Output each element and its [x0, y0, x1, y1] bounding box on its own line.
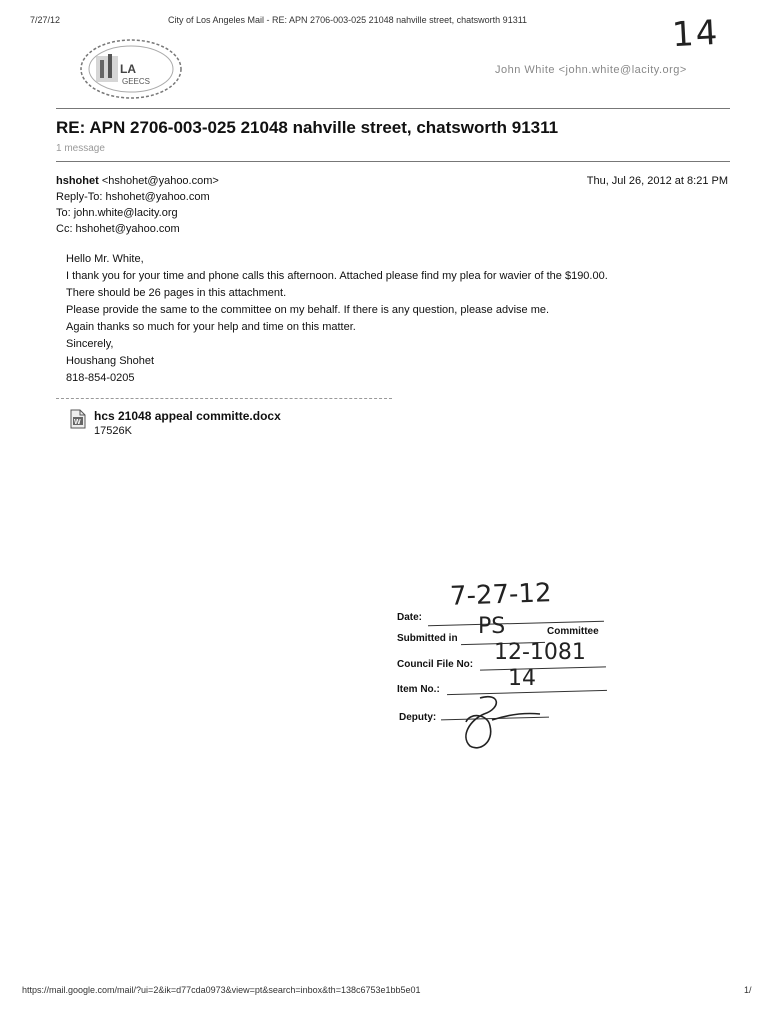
body-line: Again thanks so much for your help and time on this matter. — [66, 321, 356, 333]
sender-name: hshohet — [56, 175, 99, 187]
city-logo-icon — [78, 36, 184, 102]
to-line: To: john.white@lacity.org — [56, 207, 178, 219]
footer-page: 1/ — [744, 985, 752, 995]
subject-divider — [56, 161, 730, 162]
body-line: 818-854-0205 — [66, 372, 135, 384]
sender-email: <hshohet@yahoo.com> — [101, 175, 219, 187]
attachment-size: 17526K — [94, 425, 132, 437]
stamp-council-value: 12-1081 — [494, 640, 586, 665]
from-line — [56, 175, 219, 187]
stamp-submitted-value: PS — [478, 614, 506, 639]
body-line: There should be 26 pages in this attachment. — [66, 287, 287, 299]
reply-to-line: Reply-To: hshohet@yahoo.com — [56, 191, 210, 203]
handwritten-page-number: 14 — [670, 12, 721, 56]
document-icon[interactable] — [70, 409, 86, 429]
svg-text:LA: LA — [120, 62, 136, 76]
svg-text:GEECS: GEECS — [122, 77, 151, 86]
message-count: 1 message — [56, 143, 105, 154]
user-address: John White <john.white@lacity.org> — [495, 64, 687, 76]
body-line: Sincerely, — [66, 338, 114, 350]
stamp-date-label: Date: — [397, 612, 423, 623]
print-date: 7/27/12 — [30, 15, 61, 25]
stamp-committee-label: Committee — [547, 626, 599, 637]
stamp-council-line — [480, 666, 606, 670]
stamp-submitted-label: Submitted in — [397, 633, 458, 644]
body-line: I thank you for your time and phone calls this afternoon. Attached please find my plea for wavier of the $190.00. — [66, 270, 608, 282]
body-line: Hello Mr. White, — [66, 253, 144, 265]
cc-line: Cc: hshohet@yahoo.com — [56, 223, 180, 235]
body-line: Please provide the same to the committee on my behalf. If there is any question, please advise me. — [66, 304, 550, 316]
attachment-divider — [56, 398, 392, 399]
print-title: City of Los Angeles Mail - RE: APN 2706-003-025 21048 nahville street, chatsworth 91311 — [168, 15, 528, 25]
stamp-council-label: Council File No: — [397, 659, 474, 670]
stamp-date-value: 7-27-12 — [449, 578, 552, 612]
attachment-name[interactable]: hcs 21048 appeal committe.docx — [94, 409, 281, 423]
stamp-deputy-label: Deputy: — [399, 712, 437, 723]
message-date: Thu, Jul 26, 2012 at 8:21 PM — [586, 175, 728, 187]
header-divider — [56, 108, 730, 109]
svg-text:W: W — [74, 419, 81, 426]
footer-url: https://mail.google.com/mail/?ui=2&ik=d77cda0973&view=pt&search=inbox&th=138c6753e1bb5e01 — [22, 985, 421, 995]
stamp-item-label: Item No.: — [397, 684, 440, 695]
email-subject: RE: APN 2706-003-025 21048 nahville street, chatsworth 91311 — [56, 118, 559, 137]
stamp-item-value: 14 — [508, 666, 536, 691]
body-line: Houshang Shohet — [66, 355, 155, 367]
deputy-signature — [440, 690, 550, 754]
